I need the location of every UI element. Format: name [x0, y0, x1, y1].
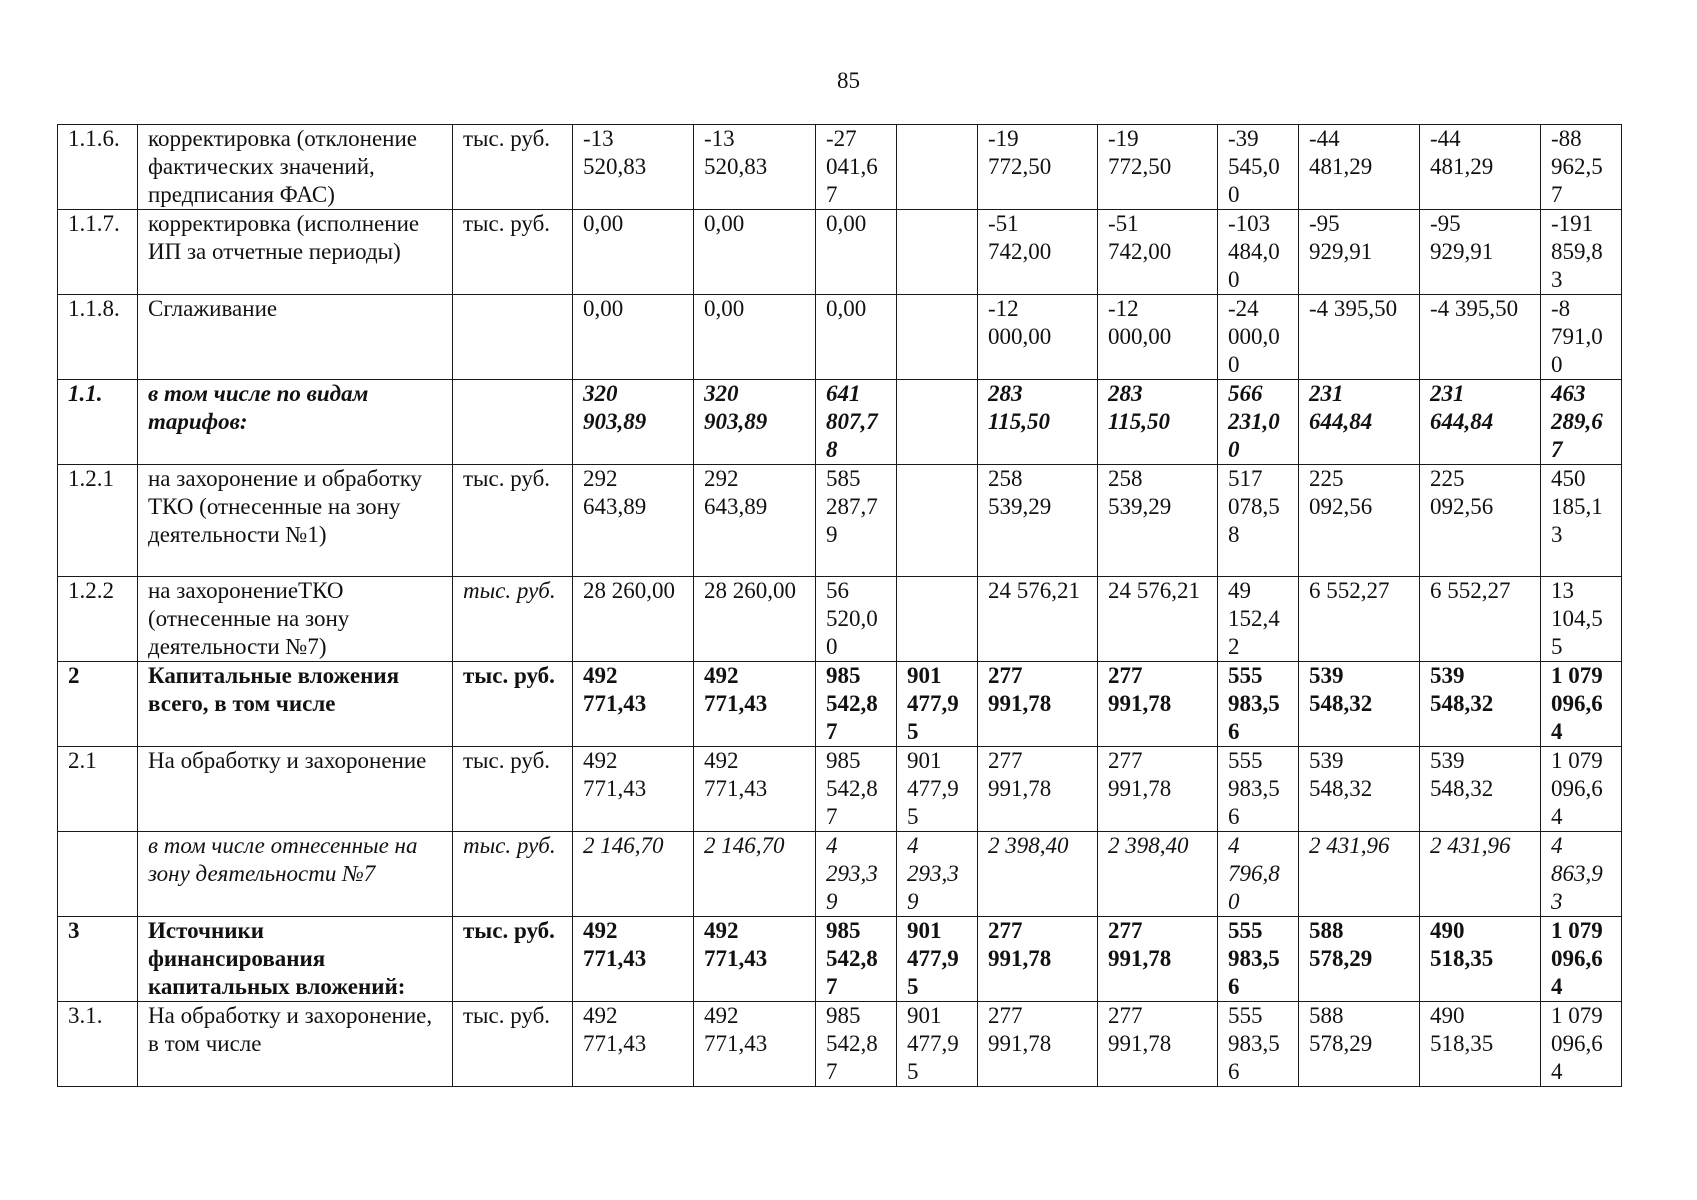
table-row [58, 125, 1622, 210]
table-cell: 901 477,9 5 [897, 747, 978, 832]
table-cell: 539 548,32 [1420, 747, 1541, 832]
table-cell: 258 539,29 [1098, 465, 1218, 577]
table-cell: 28 260,00 [694, 577, 816, 662]
table-cell: -12 000,00 [1098, 295, 1218, 380]
table-cell: 0,00 [694, 295, 816, 380]
table-cell: 985 542,8 7 [816, 917, 897, 1002]
table-cell: 0,00 [694, 210, 816, 295]
table-row [58, 832, 1622, 917]
row-name: Капитальные вложения всего, в том числе [138, 662, 453, 747]
table-cell: 4 293,3 9 [897, 832, 978, 917]
table-cell: -103 484,0 0 [1218, 210, 1299, 295]
table-cell: -95 929,91 [1420, 210, 1541, 295]
table-cell: 588 578,29 [1299, 1002, 1420, 1087]
row-name: Источники финансирования капитальных вложений: [138, 917, 453, 1002]
table-cell: -13 520,83 [694, 125, 816, 210]
table-cell: 490 518,35 [1420, 917, 1541, 1002]
row-code: 1.1. [58, 380, 138, 465]
table-cell: 283 115,50 [978, 380, 1098, 465]
table-cell: 0,00 [816, 210, 897, 295]
table-cell: 492 771,43 [573, 747, 694, 832]
table-cell: 56 520,0 0 [816, 577, 897, 662]
table-cell: 277 991,78 [978, 747, 1098, 832]
row-code: 2.1 [58, 747, 138, 832]
table-cell: 555 983,5 6 [1218, 747, 1299, 832]
table-cell: -13 520,83 [573, 125, 694, 210]
table-cell: 2 398,40 [978, 832, 1098, 917]
table-cell: 225 092,56 [1299, 465, 1420, 577]
table-cell [897, 380, 978, 465]
table-cell: 320 903,89 [694, 380, 816, 465]
row-name: корректировка (исполнение ИП за отчетные периоды) [138, 210, 453, 295]
table-cell: 555 983,5 6 [1218, 662, 1299, 747]
table-cell: 985 542,8 7 [816, 747, 897, 832]
row-unit: тыс. руб. [453, 1002, 573, 1087]
table-row [58, 1002, 1622, 1087]
table-cell: 555 983,5 6 [1218, 917, 1299, 1002]
table-row [58, 295, 1622, 380]
table-cell: 1 079 096,6 4 [1541, 917, 1622, 1002]
table-cell: 277 991,78 [1098, 1002, 1218, 1087]
table-cell: 24 576,21 [1098, 577, 1218, 662]
table-cell: 1 079 096,6 4 [1541, 747, 1622, 832]
row-unit: тыс. руб. [453, 125, 573, 210]
table-cell [897, 295, 978, 380]
table-cell: 277 991,78 [1098, 662, 1218, 747]
table-cell: 517 078,5 8 [1218, 465, 1299, 577]
table-cell: 901 477,9 5 [897, 917, 978, 1002]
row-name: на захоронениеТКО (отнесенные на зону деятельности №7) [138, 577, 453, 662]
table-cell: 231 644,84 [1299, 380, 1420, 465]
row-unit: тыс. руб. [453, 747, 573, 832]
row-name: корректировка (отклонение фактических значений, предписания ФАС) [138, 125, 453, 210]
table-cell: 13 104,5 5 [1541, 577, 1622, 662]
table-row [58, 917, 1622, 1002]
table-cell: 492 771,43 [573, 917, 694, 1002]
row-code: 1.1.7. [58, 210, 138, 295]
table-cell: 320 903,89 [573, 380, 694, 465]
table-cell: 985 542,8 7 [816, 662, 897, 747]
row-name: в том числе по видам тарифов: [138, 380, 453, 465]
table-cell: -39 545,0 0 [1218, 125, 1299, 210]
table-cell: 0,00 [816, 295, 897, 380]
row-code: 2 [58, 662, 138, 747]
row-code: 1.1.6. [58, 125, 138, 210]
table-row [58, 662, 1622, 747]
row-unit [453, 295, 573, 380]
table-cell: 0,00 [573, 210, 694, 295]
row-name: в том числе отнесенные на зону деятельности №7 [138, 832, 453, 917]
table-cell: 539 548,32 [1299, 747, 1420, 832]
table-cell: 901 477,9 5 [897, 662, 978, 747]
table-cell: -44 481,29 [1420, 125, 1541, 210]
table-cell: 277 991,78 [1098, 917, 1218, 1002]
table-cell: 539 548,32 [1420, 662, 1541, 747]
table-cell: 49 152,4 2 [1218, 577, 1299, 662]
table-cell: 28 260,00 [573, 577, 694, 662]
table-cell: -19 772,50 [1098, 125, 1218, 210]
row-name: Сглаживание [138, 295, 453, 380]
row-code: 3.1. [58, 1002, 138, 1087]
table-cell: -95 929,91 [1299, 210, 1420, 295]
row-unit: тыс. руб. [453, 577, 573, 662]
page-number: 85 [837, 68, 860, 93]
row-code: 1.2.2 [58, 577, 138, 662]
table-cell: 6 552,27 [1299, 577, 1420, 662]
table-row [58, 465, 1622, 577]
table-cell: 492 771,43 [694, 917, 816, 1002]
table-cell: 490 518,35 [1420, 1002, 1541, 1087]
row-unit [453, 380, 573, 465]
table-cell: 0,00 [573, 295, 694, 380]
row-unit: тыс. руб. [453, 465, 573, 577]
table-cell: 539 548,32 [1299, 662, 1420, 747]
table-cell: 585 287,7 9 [816, 465, 897, 577]
table-cell: 277 991,78 [978, 1002, 1098, 1087]
table-cell: -88 962,5 7 [1541, 125, 1622, 210]
table-row [58, 380, 1622, 465]
table-row [58, 747, 1622, 832]
row-name: на захоронение и обработку ТКО (отнесенные на зону деятельности №1) [138, 465, 453, 577]
table-cell: -191 859,8 3 [1541, 210, 1622, 295]
table-cell: 555 983,5 6 [1218, 1002, 1299, 1087]
table-cell: 641 807,7 8 [816, 380, 897, 465]
table-cell: 2 431,96 [1420, 832, 1541, 917]
table-cell: 985 542,8 7 [816, 1002, 897, 1087]
table-cell: 4 796,8 0 [1218, 832, 1299, 917]
table-cell: 492 771,43 [694, 662, 816, 747]
table-cell: -27 041,6 7 [816, 125, 897, 210]
table-cell: 566 231,0 0 [1218, 380, 1299, 465]
table-cell: 258 539,29 [978, 465, 1098, 577]
row-name: На обработку и захоронение [138, 747, 453, 832]
table-cell: 492 771,43 [694, 1002, 816, 1087]
table-cell: 901 477,9 5 [897, 1002, 978, 1087]
table-cell: 588 578,29 [1299, 917, 1420, 1002]
table-cell: 225 092,56 [1420, 465, 1541, 577]
table-cell: 1 079 096,6 4 [1541, 662, 1622, 747]
table-cell: 463 289,6 7 [1541, 380, 1622, 465]
table-cell: 277 991,78 [978, 662, 1098, 747]
table-cell: 277 991,78 [1098, 747, 1218, 832]
row-name: На обработку и захоронение, в том числе [138, 1002, 453, 1087]
row-code: 1.2.1 [58, 465, 138, 577]
table-cell: 492 771,43 [694, 747, 816, 832]
table-cell: 1 079 096,6 4 [1541, 1002, 1622, 1087]
row-code: 1.1.8. [58, 295, 138, 380]
table-cell: -24 000,0 0 [1218, 295, 1299, 380]
investment-table [57, 124, 1622, 1087]
row-unit: тыс. руб. [453, 662, 573, 747]
table-row [58, 577, 1622, 662]
table-cell: -8 791,0 0 [1541, 295, 1622, 380]
table-cell: 2 398,40 [1098, 832, 1218, 917]
table-cell: 277 991,78 [978, 917, 1098, 1002]
table-cell: 2 431,96 [1299, 832, 1420, 917]
table-cell: 4 293,3 9 [816, 832, 897, 917]
table-cell [897, 210, 978, 295]
table-cell: 450 185,1 3 [1541, 465, 1622, 577]
row-code: 3 [58, 917, 138, 1002]
table-cell: 24 576,21 [978, 577, 1098, 662]
table-cell: 2 146,70 [694, 832, 816, 917]
table-cell: 492 771,43 [573, 1002, 694, 1087]
table-cell: 292 643,89 [573, 465, 694, 577]
row-code [58, 832, 138, 917]
table-cell: -51 742,00 [978, 210, 1098, 295]
table-cell [897, 577, 978, 662]
table-cell [897, 125, 978, 210]
table-cell: 231 644,84 [1420, 380, 1541, 465]
table-cell: 492 771,43 [573, 662, 694, 747]
row-unit: тыс. руб. [453, 210, 573, 295]
row-unit: тыс. руб. [453, 917, 573, 1002]
table-cell: -4 395,50 [1420, 295, 1541, 380]
table-cell: -12 000,00 [978, 295, 1098, 380]
table-row [58, 210, 1622, 295]
table-cell: 6 552,27 [1420, 577, 1541, 662]
table-cell [897, 465, 978, 577]
row-unit: тыс. руб. [453, 832, 573, 917]
table-cell: -4 395,50 [1299, 295, 1420, 380]
table-cell: -51 742,00 [1098, 210, 1218, 295]
table-cell: -44 481,29 [1299, 125, 1420, 210]
table-cell: 2 146,70 [573, 832, 694, 917]
table-cell: -19 772,50 [978, 125, 1098, 210]
table-cell: 4 863,9 3 [1541, 832, 1622, 917]
table-cell: 283 115,50 [1098, 380, 1218, 465]
table-cell: 292 643,89 [694, 465, 816, 577]
